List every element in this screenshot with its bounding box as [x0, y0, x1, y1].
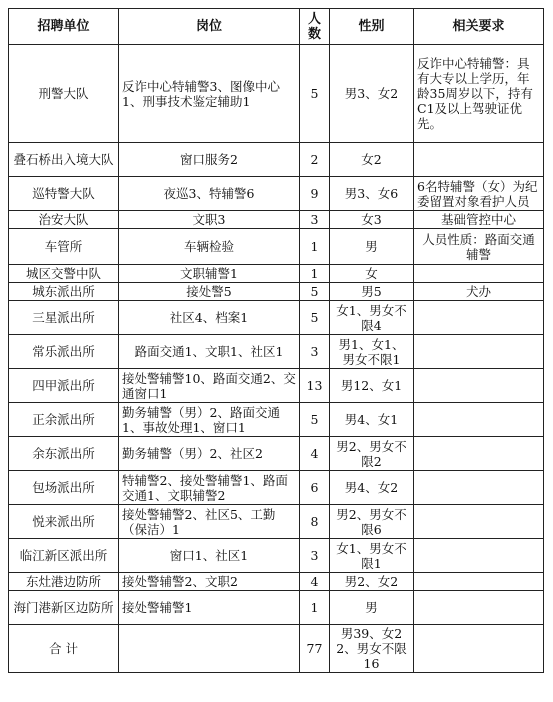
cell-gender: 男39、女22、男女不限16 — [330, 625, 414, 673]
table-row — [9, 283, 544, 301]
cell-gender: 男2、女2 — [330, 573, 414, 591]
cell-count: 6 — [300, 471, 330, 505]
cell-count: 5 — [300, 45, 330, 143]
cell-req — [414, 403, 544, 437]
header-count: 人数 — [300, 9, 330, 45]
cell-post: 勤务辅警（男）2、路面交通1、事故处理1、窗口1 — [119, 403, 300, 437]
cell-count: 1 — [300, 591, 330, 625]
cell-unit: 叠石桥出入境大队 — [9, 143, 119, 177]
cell-unit: 临江新区派出所 — [9, 539, 119, 573]
cell-post: 车辆检验 — [119, 229, 300, 265]
cell-unit: 刑警大队 — [9, 45, 119, 143]
recruitment-table — [8, 8, 544, 673]
cell-post: 文职3 — [119, 211, 300, 229]
cell-unit: 余东派出所 — [9, 437, 119, 471]
header-gender: 性别 — [330, 9, 414, 45]
table-row — [9, 505, 544, 539]
cell-unit: 悦来派出所 — [9, 505, 119, 539]
cell-unit: 治安大队 — [9, 211, 119, 229]
cell-post: 文职辅警1 — [119, 265, 300, 283]
cell-req — [414, 625, 544, 673]
cell-req: 6名特辅警（女）为纪委留置对象看护人员 — [414, 177, 544, 211]
cell-count: 4 — [300, 573, 330, 591]
cell-count: 8 — [300, 505, 330, 539]
table-row — [9, 471, 544, 505]
cell-req: 反诈中心特辅警：具有大专以上学历，年龄35周岁以下，持有C1及以上驾驶证优先。 — [414, 45, 544, 143]
cell-count: 3 — [300, 539, 330, 573]
cell-unit: 常乐派出所 — [9, 335, 119, 369]
cell-gender: 女2 — [330, 143, 414, 177]
cell-gender: 女1、男女不限1 — [330, 539, 414, 573]
cell-count: 3 — [300, 335, 330, 369]
cell-gender: 女1、男女不限4 — [330, 301, 414, 335]
cell-unit: 城东派出所 — [9, 283, 119, 301]
cell-req — [414, 143, 544, 177]
cell-post — [119, 625, 300, 673]
header-unit: 招聘单位 — [9, 9, 119, 45]
cell-unit: 正余派出所 — [9, 403, 119, 437]
table-row — [9, 625, 544, 673]
cell-req — [414, 369, 544, 403]
cell-post: 接处警辅警2、社区5、工勤（保洁）1 — [119, 505, 300, 539]
cell-unit: 车管所 — [9, 229, 119, 265]
cell-post: 路面交通1、文职1、社区1 — [119, 335, 300, 369]
cell-gender: 男12、女1 — [330, 369, 414, 403]
cell-req: 人员性质：路面交通辅警 — [414, 229, 544, 265]
cell-post: 接处警5 — [119, 283, 300, 301]
table-row — [9, 369, 544, 403]
table-row — [9, 591, 544, 625]
cell-req — [414, 591, 544, 625]
cell-gender: 男4、女1 — [330, 403, 414, 437]
cell-count: 4 — [300, 437, 330, 471]
cell-unit: 东灶港边防所 — [9, 573, 119, 591]
cell-count: 5 — [300, 403, 330, 437]
cell-count: 1 — [300, 265, 330, 283]
cell-post: 接处警辅警2、文职2 — [119, 573, 300, 591]
cell-req — [414, 301, 544, 335]
header-requirements: 相关要求 — [414, 9, 544, 45]
cell-count: 77 — [300, 625, 330, 673]
table-body — [9, 45, 544, 673]
cell-post: 接处警辅警1 — [119, 591, 300, 625]
table-row — [9, 403, 544, 437]
cell-count: 9 — [300, 177, 330, 211]
cell-req — [414, 437, 544, 471]
cell-gender: 男3、女2 — [330, 45, 414, 143]
table-row — [9, 229, 544, 265]
table-row — [9, 211, 544, 229]
cell-req — [414, 265, 544, 283]
cell-gender: 男3、女6 — [330, 177, 414, 211]
cell-count: 1 — [300, 229, 330, 265]
cell-count: 13 — [300, 369, 330, 403]
table-row — [9, 437, 544, 471]
cell-post: 窗口服务2 — [119, 143, 300, 177]
cell-unit: 城区交警中队 — [9, 265, 119, 283]
table-row — [9, 335, 544, 369]
cell-req: 基础管控中心 — [414, 211, 544, 229]
table-row — [9, 573, 544, 591]
cell-unit: 海门港新区边防所 — [9, 591, 119, 625]
table-row — [9, 539, 544, 573]
cell-post: 勤务辅警（男）2、社区2 — [119, 437, 300, 471]
cell-gender: 男2、男女不限6 — [330, 505, 414, 539]
table-row — [9, 177, 544, 211]
table-row — [9, 301, 544, 335]
cell-gender: 男 — [330, 591, 414, 625]
cell-req — [414, 573, 544, 591]
cell-post: 社区4、档案1 — [119, 301, 300, 335]
cell-unit: 四甲派出所 — [9, 369, 119, 403]
cell-gender: 男1、女1、男女不限1 — [330, 335, 414, 369]
cell-post: 特辅警2、接处警辅警1、路面交通1、文职辅警2 — [119, 471, 300, 505]
cell-req — [414, 471, 544, 505]
cell-gender: 女 — [330, 265, 414, 283]
cell-unit: 合 计 — [9, 625, 119, 673]
table-row — [9, 265, 544, 283]
cell-unit: 巡特警大队 — [9, 177, 119, 211]
cell-gender: 男 — [330, 229, 414, 265]
cell-count: 5 — [300, 283, 330, 301]
cell-count: 5 — [300, 301, 330, 335]
cell-gender: 女3 — [330, 211, 414, 229]
cell-post: 夜巡3、特辅警6 — [119, 177, 300, 211]
cell-unit: 三星派出所 — [9, 301, 119, 335]
cell-gender: 男5 — [330, 283, 414, 301]
cell-gender: 男2、男女不限2 — [330, 437, 414, 471]
cell-req — [414, 335, 544, 369]
cell-unit: 包场派出所 — [9, 471, 119, 505]
cell-gender: 男4、女2 — [330, 471, 414, 505]
header-post: 岗位 — [119, 9, 300, 45]
table-row — [9, 45, 544, 143]
cell-req — [414, 539, 544, 573]
cell-post: 反诈中心特辅警3、图像中心1、刑事技术鉴定辅助1 — [119, 45, 300, 143]
table-header-row — [9, 9, 544, 45]
table-row — [9, 143, 544, 177]
cell-req: 犬办 — [414, 283, 544, 301]
cell-post: 接处警辅警10、路面交通2、交通窗口1 — [119, 369, 300, 403]
cell-count: 2 — [300, 143, 330, 177]
cell-post: 窗口1、社区1 — [119, 539, 300, 573]
cell-req — [414, 505, 544, 539]
cell-count: 3 — [300, 211, 330, 229]
